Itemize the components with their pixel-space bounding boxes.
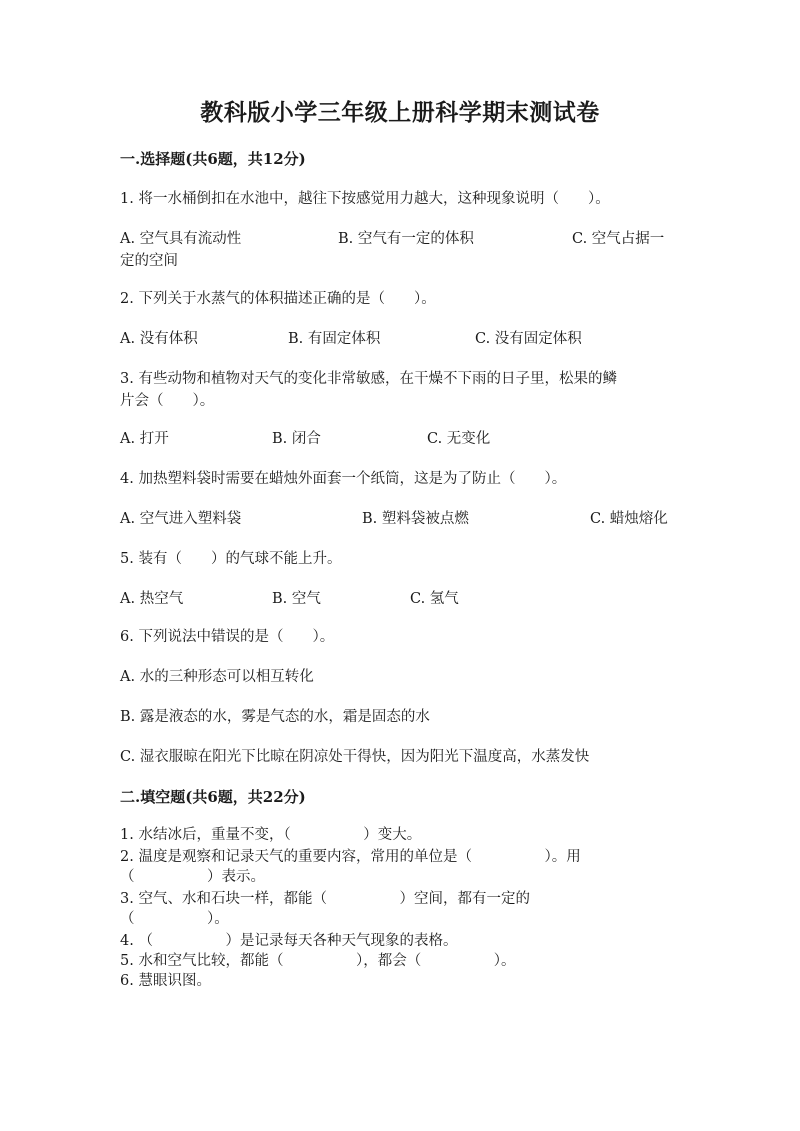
fill-question-3-line2: （ ）。 [120,911,229,927]
question-1-option-b: B. 空气有一定的体积 [338,231,474,247]
question-2-option-c: C. 没有固定体积 [475,331,582,347]
question-4-option-b: B. 塑料袋被点燃 [362,511,469,527]
question-5-option-b: B. 空气 [272,591,321,607]
fill-question-1: 1. 水结冰后，重量不变，（ ）变大。 [120,827,422,843]
fill-question-5: 5. 水和空气比较，都能（ ），都会（ ）。 [120,953,516,969]
question-1-option-c: C. 空气占据一 [572,231,665,247]
section-heading-fill-in: 二.填空题(共6题，共22分) [120,788,306,806]
fill-question-2-line1: 2. 温度是观察和记录天气的重要内容，常用的单位是（ ）。用 [120,849,581,865]
fill-question-4: 4. （ ）是记录每天各种天气现象的表格。 [120,933,458,949]
question-3-option-b: B. 闭合 [272,431,321,447]
section-heading-choice: 一.选择题(共6题，共12分) [120,150,306,168]
question-6-stem: 6. 下列说法中错误的是（ ）。 [120,629,335,645]
question-1-option-a: A. 空气具有流动性 [120,231,242,247]
question-1-option-c-continuation: 定的空间 [120,253,178,269]
question-3-stem-line2: 片会（ ）。 [120,393,215,409]
question-2-option-a: A. 没有体积 [120,331,198,347]
question-3-option-c: C. 无变化 [427,431,491,447]
question-3-option-a: A. 打开 [120,431,169,447]
fill-question-6: 6. 慧眼识图。 [120,973,211,989]
question-4-option-a: A. 空气进入塑料袋 [120,511,242,527]
fill-question-3-line1: 3. 空气、水和石块一样，都能（ ）空间，都有一定的 [120,891,530,907]
question-4-option-c: C. 蜡烛熔化 [590,511,668,527]
question-5-option-a: A. 热空气 [120,591,184,607]
page-title: 教科版小学三年级上册科学期末测试卷 [200,99,600,126]
question-2-stem: 2. 下列关于水蒸气的体积描述正确的是（ ）。 [120,291,436,307]
question-6-option-b: B. 露是液态的水，雾是气态的水，霜是固态的水 [120,709,430,725]
question-5-option-c: C. 氢气 [410,591,459,607]
question-5-stem: 5. 装有（ ）的气球不能上升。 [120,551,342,567]
question-6-option-c: C. 湿衣服晾在阳光下比晾在阴凉处干得快，因为阳光下温度高，水蒸发快 [120,749,590,765]
question-6-option-a: A. 水的三种形态可以相互转化 [120,669,314,685]
question-4-stem: 4. 加热塑料袋时需要在蜡烛外面套一个纸筒，这是为了防止（ ）。 [120,471,567,487]
fill-question-2-line2: （ ）表示。 [120,869,265,885]
question-3-stem-line1: 3. 有些动物和植物对天气的变化非常敏感，在干燥不下雨的日子里，松果的鳞 [120,371,617,387]
question-2-option-b: B. 有固定体积 [288,331,381,347]
question-1-stem: 1. 将一水桶倒扣在水池中，越往下按感觉用力越大，这种现象说明（ ）。 [120,191,610,207]
